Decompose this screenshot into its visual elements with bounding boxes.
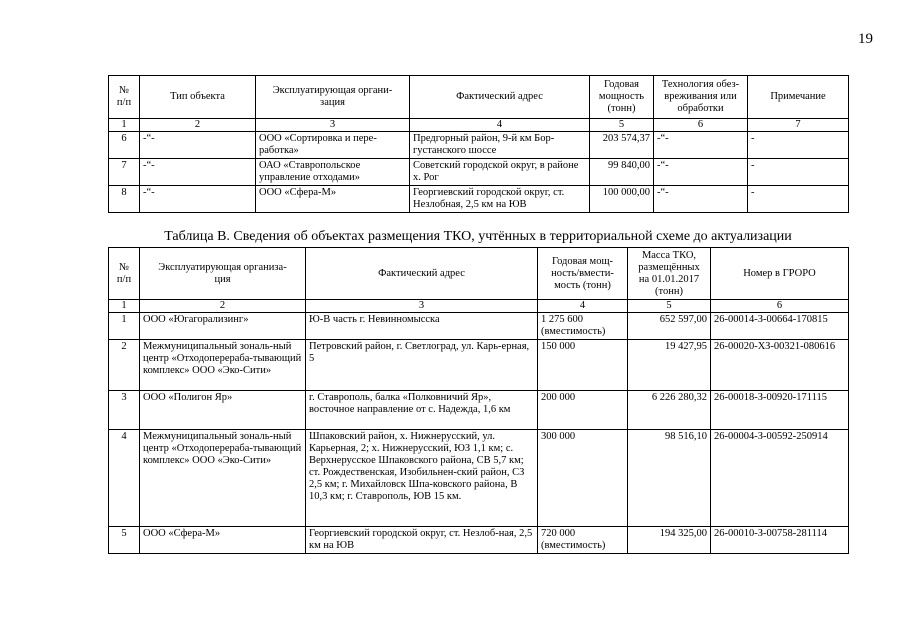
- address: Георгиевский городской округ, ст. Незлоб-ная, 2,5 км на ЮВ: [306, 527, 538, 554]
- column-numbers-row: [109, 300, 849, 313]
- column-number: 2: [140, 119, 256, 132]
- technology: -“-: [654, 132, 748, 159]
- groro-number: 26-00020-ХЗ-00321-080616: [711, 340, 849, 391]
- column-number: 7: [748, 119, 849, 132]
- column-number: 2: [140, 300, 306, 313]
- row-number: 8: [109, 186, 140, 213]
- note: -: [748, 159, 849, 186]
- column-number: 4: [410, 119, 590, 132]
- table-row: [109, 527, 849, 554]
- groro-number: 26-00010-З-00758-281114: [711, 527, 849, 554]
- object-type: -“-: [140, 159, 256, 186]
- header-object-type: Тип объекта: [140, 76, 256, 119]
- header-number: № п/п: [109, 76, 140, 119]
- mass: 652 597,00: [628, 313, 711, 340]
- table-row: [109, 313, 849, 340]
- row-number: 3: [109, 391, 140, 430]
- operator: Межмуниципальный зональ-ный центр «Отходоперераба-тывающий комплекс» ООО «Эко-Сити»: [140, 340, 306, 391]
- address: Ю-В часть г. Невинномысска: [306, 313, 538, 340]
- row-number: 6: [109, 132, 140, 159]
- header-capacity: Годовая мощ- ность/вмести- мость (тонн): [538, 248, 628, 300]
- column-number: 5: [590, 119, 654, 132]
- address: Шпаковский район, х. Нижнерусский, ул. Карьерная, 2; х. Нижнерусский, ЮЗ 1,1 км; с. Верхнерусское Шпаковского района, СВ 5,7 км; ст. Рождественская, Изобильнен-ский район, СЗ 2,5 км; г. Михайловск Шпа-ковского района, В 10,3 км; г. Ставрополь, ЮВ 15 км.: [306, 430, 538, 527]
- column-number: 3: [306, 300, 538, 313]
- operator: ОАО «Ставропольское управление отходами»: [256, 159, 410, 186]
- header-note: Примечание: [748, 76, 849, 119]
- table-row: [109, 159, 849, 186]
- page-number: 19: [858, 31, 873, 47]
- column-number: 4: [538, 300, 628, 313]
- table-row: [109, 391, 849, 430]
- capacity: 200 000: [538, 391, 628, 430]
- operator: ООО «Сфера-М»: [140, 527, 306, 554]
- address: г. Ставрополь, балка «Полковничий Яр», восточное направление от с. Надежда, 1,6 км: [306, 391, 538, 430]
- operator: ООО «Югагорализинг»: [140, 313, 306, 340]
- object-type: -“-: [140, 132, 256, 159]
- header-capacity: Годовая мощность (тонн): [590, 76, 654, 119]
- waste-sites-table: [108, 247, 849, 554]
- operator: ООО «Сфера-М»: [256, 186, 410, 213]
- mass: 19 427,95: [628, 340, 711, 391]
- groro-number: 26-00004-З-00592-250914: [711, 430, 849, 527]
- capacity: 100 000,00: [590, 186, 654, 213]
- row-number: 7: [109, 159, 140, 186]
- mass: 6 226 280,32: [628, 391, 711, 430]
- capacity: 99 840,00: [590, 159, 654, 186]
- table-row: [109, 186, 849, 213]
- note: -: [748, 132, 849, 159]
- capacity: 300 000: [538, 430, 628, 527]
- object-type: -“-: [140, 186, 256, 213]
- technology: -“-: [654, 159, 748, 186]
- operator: ООО «Сортировка и пере-работка»: [256, 132, 410, 159]
- groro-number: 26-00018-З-00920-171115: [711, 391, 849, 430]
- address: Георгиевский городской округ, ст. Незлобная, 2,5 км на ЮВ: [410, 186, 590, 213]
- operator: ООО «Полигон Яр»: [140, 391, 306, 430]
- column-number: 1: [109, 119, 140, 132]
- column-number: 3: [256, 119, 410, 132]
- header-mass: Масса ТКО, размещённых на 01.01.2017 (тонн): [628, 248, 711, 300]
- column-number: 5: [628, 300, 711, 313]
- column-number: 1: [109, 300, 140, 313]
- groro-number: 26-00014-З-00664-170815: [711, 313, 849, 340]
- capacity: 720 000 (вместимость): [538, 527, 628, 554]
- header-groro: Номер в ГРОРО: [711, 248, 849, 300]
- table-caption: Таблица В. Сведения об объектах размещения ТКО, учтённых в территориальной схеме до актуализации: [164, 229, 792, 244]
- operator: Межмуниципальный зональ-ный центр «Отходоперераба-тывающий комплекс» ООО «Эко-Сити»: [140, 430, 306, 527]
- row-number: 4: [109, 430, 140, 527]
- address: Советский городской округ, в районе х. Рог: [410, 159, 590, 186]
- column-number: 6: [654, 119, 748, 132]
- table-row: [109, 340, 849, 391]
- objects-table: [108, 75, 849, 213]
- table-row: [109, 430, 849, 527]
- capacity: 1 275 600 (вместимость): [538, 313, 628, 340]
- column-numbers-row: [109, 119, 849, 132]
- row-number: 5: [109, 527, 140, 554]
- header-operator: Эксплуатирующая организа- ция: [140, 248, 306, 300]
- header-operator: Эксплуатирующая органи- зация: [256, 76, 410, 119]
- address: Предгорный район, 9-й км Бор-густанского шоссе: [410, 132, 590, 159]
- header-address: Фактический адрес: [410, 76, 590, 119]
- capacity: 203 574,37: [590, 132, 654, 159]
- table-row: [109, 132, 849, 159]
- header-number: № п/п: [109, 248, 140, 300]
- mass: 194 325,00: [628, 527, 711, 554]
- column-number: 6: [711, 300, 849, 313]
- row-number: 1: [109, 313, 140, 340]
- mass: 98 516,10: [628, 430, 711, 527]
- header-address: Фактический адрес: [306, 248, 538, 300]
- header-technology: Технология обез- вреживания или обработки: [654, 76, 748, 119]
- note: -: [748, 186, 849, 213]
- technology: -“-: [654, 186, 748, 213]
- capacity: 150 000: [538, 340, 628, 391]
- row-number: 2: [109, 340, 140, 391]
- address: Петровский район, г. Светлоград, ул. Карь-ерная, 5: [306, 340, 538, 391]
